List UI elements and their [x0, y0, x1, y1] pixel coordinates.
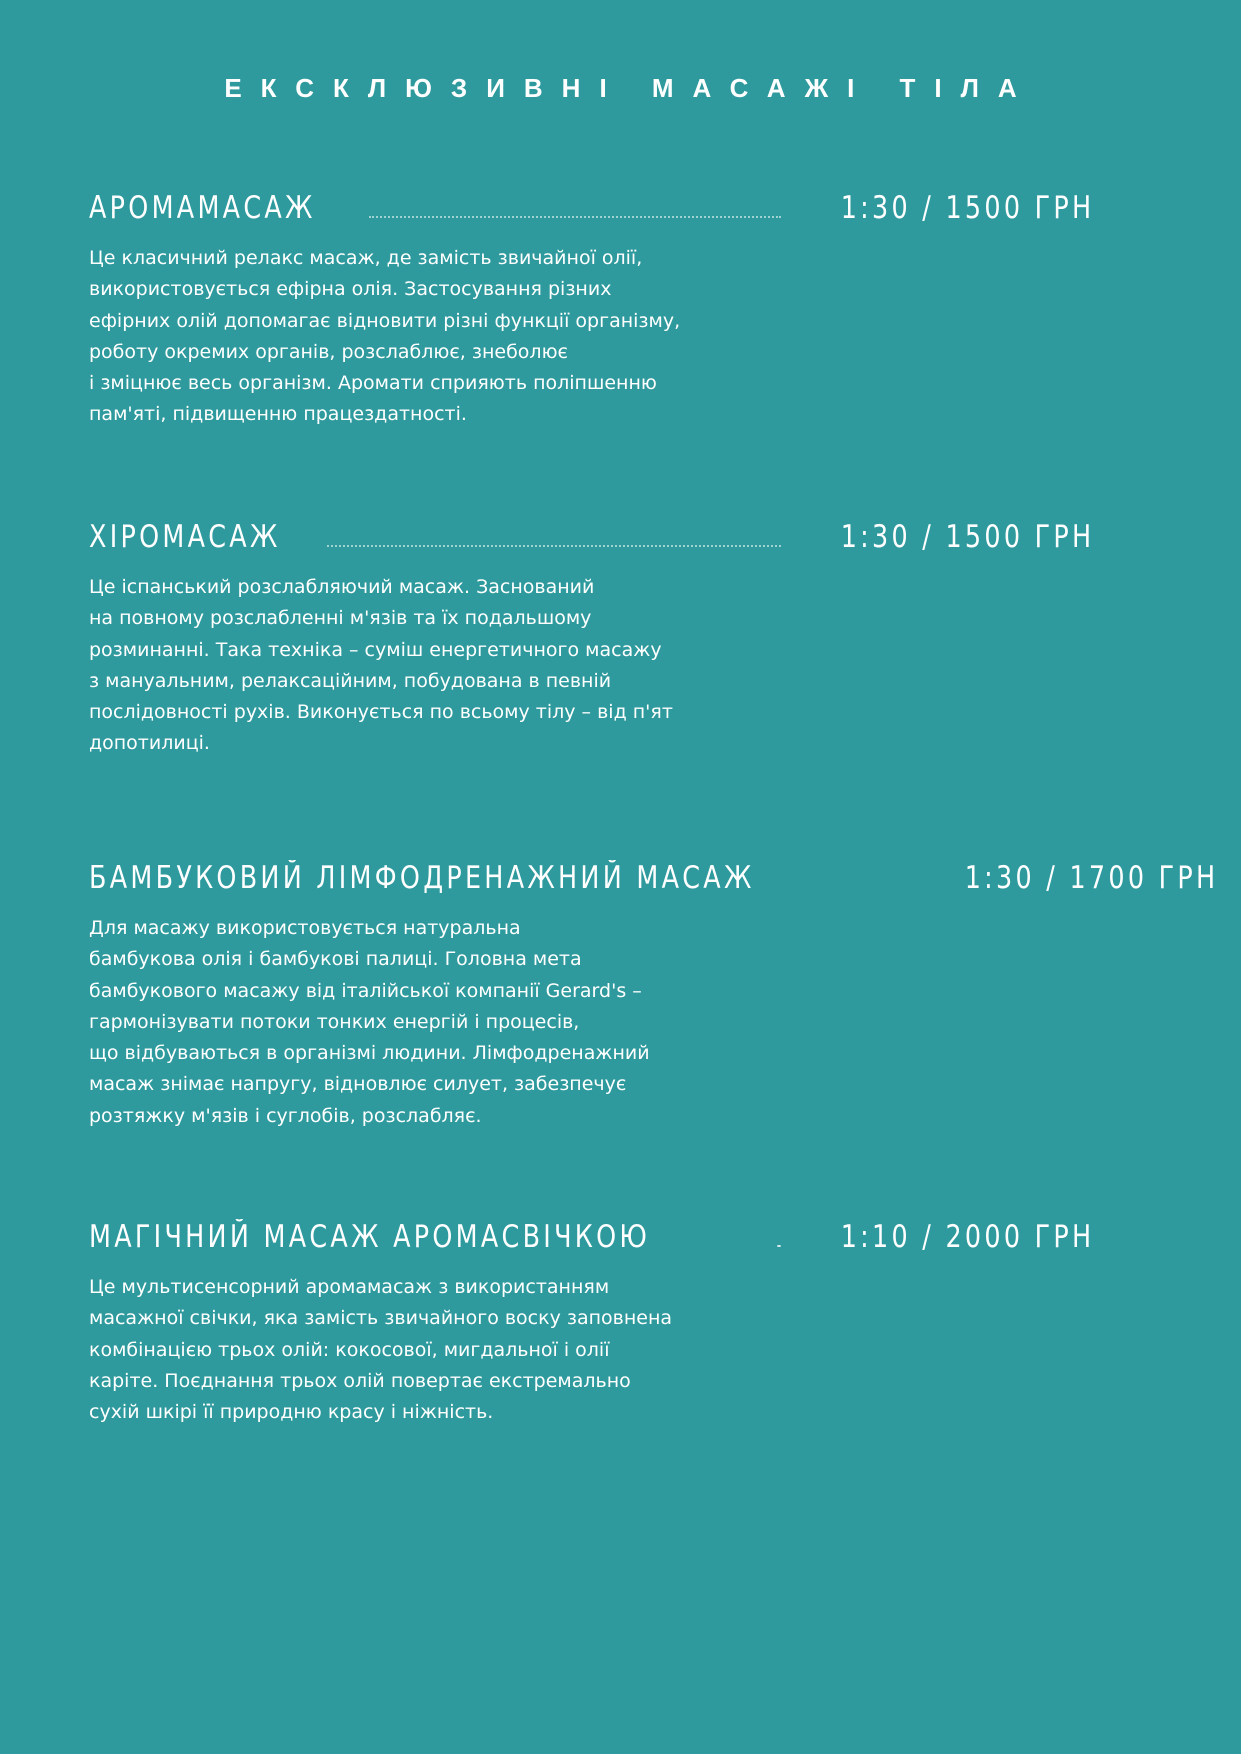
description-line: використовується ефірна олія. Застосування різних: [89, 278, 612, 301]
description-line: послідовності рухів. Виконується по всьому тілу – від п'ят: [89, 701, 673, 724]
dotted-leader: [327, 544, 781, 547]
description-line: сухій шкірі її природню красу і ніжність.: [89, 1401, 494, 1424]
service-description: [89, 243, 699, 431]
service-header: [89, 1214, 1094, 1260]
description-line: Це класичний релакс масаж, де замість звичайної олії,: [89, 247, 643, 269]
description-line: роботу окремих органів, розслаблює, знеболює: [89, 340, 568, 363]
service-header: [89, 514, 1094, 560]
service-price: 1:30 / 1700 ГРН: [964, 860, 1219, 896]
description-line: і зміцнює весь організм. Аромати сприяють поліпшенню: [89, 372, 657, 395]
description-line: ефірних олій допомагає відновити різні функції організму,: [89, 309, 681, 332]
description-line: допотилиці.: [89, 732, 210, 755]
service-price: 1:10 / 2000 ГРН: [840, 1219, 1094, 1255]
description-line: масажної свічки, яка замість звичайного воску заповнена: [89, 1307, 673, 1330]
description-line: з мануальним, релаксаційним, побудована в певній: [89, 669, 612, 692]
page-title: ЕКСКЛЮЗИВНІ МАСАЖІ ТІЛА: [224, 73, 1036, 103]
description-line: розминанні. Така техніка – суміш енергетичного масажу: [89, 638, 662, 661]
description-line: каріте. Поєднання трьох олій повертає екстремально: [89, 1369, 631, 1392]
service-item-candle-massage: [89, 1214, 1094, 1428]
service-item-aromamassage: [89, 185, 1094, 431]
description-line: Це іспанський розслабляючий масаж. Заснований: [89, 576, 595, 598]
service-description: [89, 1272, 699, 1428]
description-line: бамбукового масажу від італійської компанії Gerard's –: [89, 979, 642, 1002]
description-line: що відбуваються в організмі людини. Лімфодренажний: [89, 1042, 650, 1065]
service-item-bamboo-massage: [89, 855, 1219, 1132]
service-price: 1:30 / 1500 ГРН: [840, 190, 1094, 226]
description-line: бамбукова олія і бамбукові палиці. Головна мета: [89, 948, 582, 971]
service-description: [89, 572, 699, 760]
description-line: пам'яті, підвищенню працездатності.: [89, 403, 467, 426]
description-line: гармонізувати потоки тонких енергій і процесів,: [89, 1010, 580, 1033]
service-name: БАМБУКОВИЙ ЛІМФОДРЕНАЖНИЙ МАСАЖ: [89, 860, 755, 896]
description-line: масаж знімає напругу, відновлює силует, забезпечує: [89, 1073, 627, 1096]
service-name: АРОМАМАСАЖ: [89, 190, 316, 226]
service-name: МАГІЧНИЙ МАСАЖ АРОМАСВІЧКОЮ: [89, 1219, 651, 1255]
description-line: на повному розслабленні м'язів та їх подальшому: [89, 607, 592, 630]
service-header: [89, 185, 1094, 231]
service-item-chiromassage: [89, 514, 1094, 760]
description-line: розтяжку м'язів і суглобів, розслабляє.: [89, 1104, 482, 1127]
description-line: Для масажу використовується натуральна: [89, 917, 521, 939]
service-price: 1:30 / 1500 ГРН: [840, 519, 1094, 555]
service-header: [89, 855, 1219, 901]
description-line: Це мультисенсорний аромамасаж з використанням: [89, 1276, 610, 1298]
description-line: комбінацією трьох олій: кокосової, мигдальної і олії: [89, 1338, 610, 1361]
dotted-leader: [777, 1244, 780, 1247]
service-name: ХІРОМАСАЖ: [89, 519, 281, 555]
service-description: [89, 913, 699, 1132]
dotted-leader: [369, 215, 780, 218]
